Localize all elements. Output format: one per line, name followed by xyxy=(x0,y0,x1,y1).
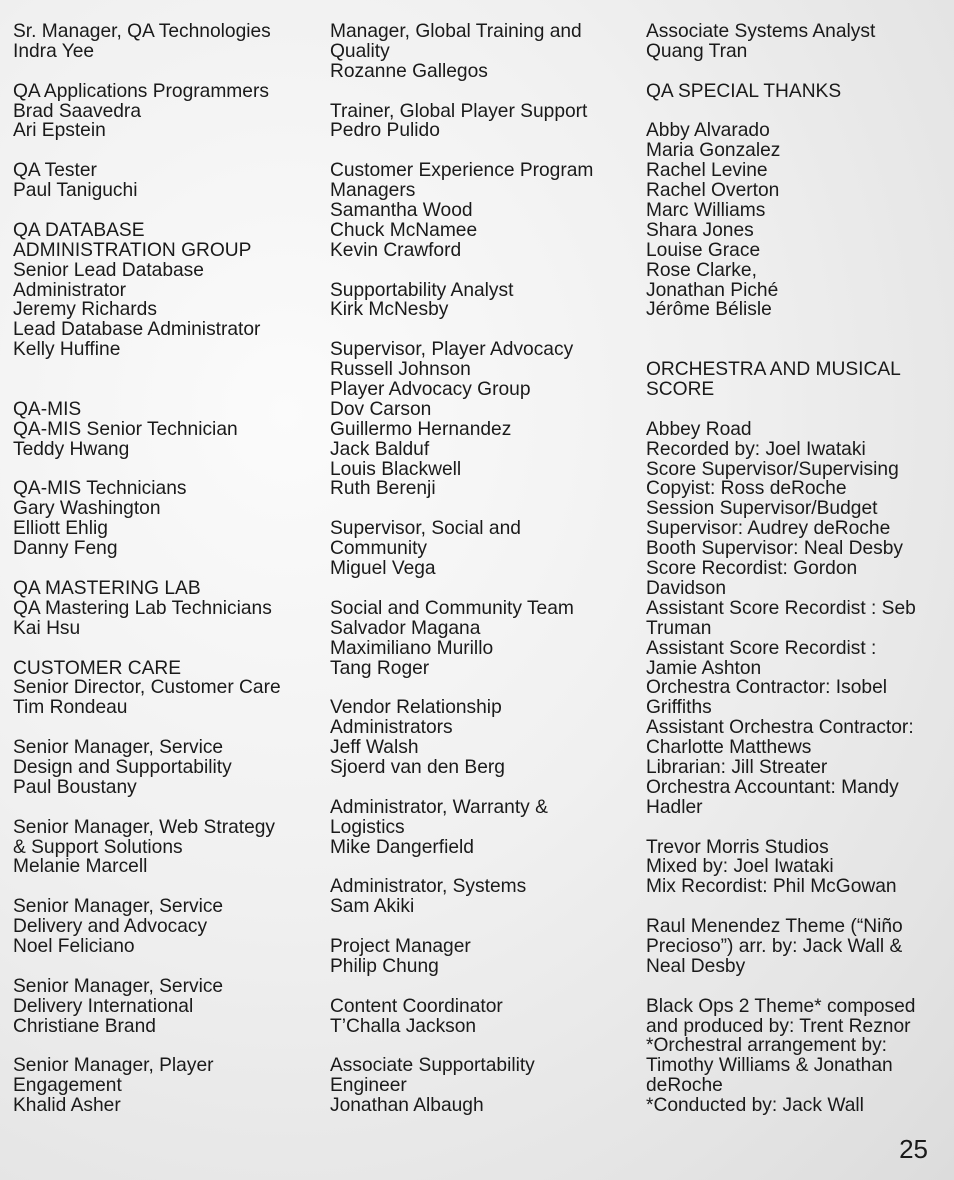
credit-line: Delivery International xyxy=(13,995,194,1017)
credit-line: *Orchestral arrangement by: xyxy=(646,1035,888,1057)
credit-line: Customer Experience Program xyxy=(330,160,594,182)
credit-line: Supervisor, Player Advocacy xyxy=(330,339,574,361)
spacer-line xyxy=(330,320,630,340)
credit-line: Senior Manager, Service xyxy=(13,975,224,997)
credit-line: Logistics xyxy=(330,816,405,838)
credit-line: Paul Taniguchi xyxy=(13,180,138,202)
credit-line: CUSTOMER CARE xyxy=(13,657,182,679)
credit-line: Dov Carson xyxy=(330,398,432,420)
credit-line: Mike Dangerfield xyxy=(330,836,474,858)
credit-line: Sam Akiki xyxy=(330,896,415,918)
spacer-line xyxy=(13,1036,313,1056)
spacer-line xyxy=(330,82,630,102)
spacer-line xyxy=(13,360,313,380)
credit-line: Kelly Huffine xyxy=(13,339,121,361)
credit-line: Charlotte Matthews xyxy=(646,737,812,759)
credit-line: Noel Feliciano xyxy=(13,935,135,957)
credit-line: QA DATABASE xyxy=(13,219,145,241)
spacer-line xyxy=(330,579,630,599)
credits-column-2 xyxy=(330,22,630,1116)
credit-line: Assistant Score Recordist : xyxy=(646,637,877,659)
credit-line: Chuck McNamee xyxy=(330,219,478,241)
credit-line: Maria Gonzalez xyxy=(646,140,781,162)
credit-line: Score Supervisor/Supervising xyxy=(646,458,899,480)
spacer-line xyxy=(646,62,946,82)
credit-line: T’Challa Jackson xyxy=(330,1015,477,1037)
spacer-line xyxy=(13,559,313,579)
credit-line: Librarian: Jill Streater xyxy=(646,756,828,778)
credits-column-1 xyxy=(13,22,313,1116)
spacer-line xyxy=(13,718,313,738)
credit-line: deRoche xyxy=(646,1075,723,1097)
credit-line: Kirk McNesby xyxy=(330,299,449,321)
credit-line: ORCHESTRA AND MUSICAL xyxy=(646,359,901,381)
credit-line: Elliott Ehlig xyxy=(13,518,108,540)
credit-line: Senior Manager, Service xyxy=(13,896,224,918)
credit-line: Senior Director, Customer Care xyxy=(13,677,281,699)
credit-line: Score Recordist: Gordon xyxy=(646,558,858,580)
credit-line: QA SPECIAL THANKS xyxy=(646,80,842,102)
credit-line: Jeff Walsh xyxy=(330,737,419,759)
credit-line: Kai Hsu xyxy=(13,617,81,639)
credit-line: Vendor Relationship xyxy=(330,697,502,719)
credit-line: Associate Systems Analyst xyxy=(646,21,876,42)
spacer-line xyxy=(13,141,313,161)
page-number: 25 xyxy=(899,1134,928,1164)
spacer-line xyxy=(13,460,313,480)
credit-line: Manager, Global Training and xyxy=(330,21,582,42)
credit-line: Booth Supervisor: Neal Desby xyxy=(646,538,904,560)
credit-line: Mix Recordist: Phil McGowan xyxy=(646,876,897,898)
credit-line: Griffiths xyxy=(646,697,712,719)
credit-line: Administrator xyxy=(13,279,127,301)
credit-line: QA Tester xyxy=(13,160,97,182)
spacer-line xyxy=(646,102,946,122)
credit-line: Jérôme Bélisle xyxy=(646,299,772,321)
credit-line: Miguel Vega xyxy=(330,558,436,580)
spacer-line xyxy=(646,320,946,340)
credit-line: Senior Manager, Web Strategy xyxy=(13,816,276,838)
credit-line: Rozanne Gallegos xyxy=(330,60,488,82)
credit-line: Louis Blackwell xyxy=(330,458,462,480)
credit-line: QA-MIS Technicians xyxy=(13,478,187,500)
credit-line: ADMINISTRATION GROUP xyxy=(13,239,252,261)
credit-line: Quang Tran xyxy=(646,40,748,62)
credit-line: Jamie Ashton xyxy=(646,657,762,679)
credit-line: Pedro Pulido xyxy=(330,120,440,142)
credit-line: Neal Desby xyxy=(646,955,746,977)
credit-line: Precioso”) arr. by: Jack Wall & xyxy=(646,935,903,957)
credit-line: Delivery and Advocacy xyxy=(13,916,208,938)
credit-line: Copyist: Ross deRoche xyxy=(646,478,847,500)
credit-line: Shara Jones xyxy=(646,219,754,241)
credit-line: Quality xyxy=(330,40,390,62)
credit-line: Danny Feng xyxy=(13,538,118,560)
credit-line: Supervisor: Audrey deRoche xyxy=(646,518,891,540)
credit-line: Russell Johnson xyxy=(330,359,471,381)
credit-line: Session Supervisor/Budget xyxy=(646,498,878,520)
spacer-line xyxy=(13,877,313,897)
credit-line: Melanie Marcell xyxy=(13,856,148,878)
credit-line: Ruth Berenji xyxy=(330,478,436,500)
credit-line: Indra Yee xyxy=(13,40,95,62)
credit-line: Timothy Williams & Jonathan xyxy=(646,1055,893,1077)
spacer-line xyxy=(13,639,313,659)
credit-line: Associate Supportability xyxy=(330,1055,535,1077)
spacer-line xyxy=(13,201,313,221)
credit-line: Salvador Magana xyxy=(330,617,481,639)
credit-line: Player Advocacy Group xyxy=(330,379,531,401)
credit-line: QA-MIS xyxy=(13,398,82,420)
spacer-line xyxy=(330,778,630,798)
credit-line: Content Coordinator xyxy=(330,995,503,1017)
credit-line: Recorded by: Joel Iwataki xyxy=(646,438,866,460)
credit-line: Louise Grace xyxy=(646,239,761,261)
credit-line: Design and Supportability xyxy=(13,756,232,778)
credit-line: Abby Alvarado xyxy=(646,120,770,142)
credit-line: Administrator, Warranty & xyxy=(330,796,548,818)
credit-line: Guillermo Hernandez xyxy=(330,418,512,440)
credit-line: Senior Manager, Service xyxy=(13,737,224,759)
spacer-line xyxy=(330,917,630,937)
credit-line: Sjoerd van den Berg xyxy=(330,756,505,778)
credit-line: Tim Rondeau xyxy=(13,697,128,719)
credit-line: Rachel Overton xyxy=(646,180,780,202)
credit-line: & Support Solutions xyxy=(13,836,183,858)
credit-line: Gary Washington xyxy=(13,498,161,520)
credit-line: Administrators xyxy=(330,717,453,739)
spacer-line xyxy=(646,818,946,838)
credit-line: Brad Saavedra xyxy=(13,100,141,122)
credit-line: Davidson xyxy=(646,577,726,599)
credit-line: QA-MIS Senior Technician xyxy=(13,418,238,440)
credits-column-3 xyxy=(646,22,946,1116)
credit-line: Assistant Orchestra Contractor: xyxy=(646,717,914,739)
credit-line: Rose Clarke, xyxy=(646,259,757,281)
credit-line: Paul Boustany xyxy=(13,776,137,798)
credit-line: Social and Community Team xyxy=(330,597,574,619)
spacer-line xyxy=(330,1036,630,1056)
credit-line: QA Mastering Lab Technicians xyxy=(13,597,272,619)
credit-line: Teddy Hwang xyxy=(13,438,130,460)
spacer-line xyxy=(13,957,313,977)
credit-line: SCORE xyxy=(646,379,715,401)
credit-line: Abbey Road xyxy=(646,418,752,440)
credit-line: Assistant Score Recordist : Seb xyxy=(646,597,916,619)
credit-line: Truman xyxy=(646,617,712,639)
spacer-line xyxy=(646,400,946,420)
credit-line: Trainer, Global Player Support xyxy=(330,100,588,122)
credit-line: Engagement xyxy=(13,1075,122,1097)
credit-line: Community xyxy=(330,538,428,560)
credit-line: Trevor Morris Studios xyxy=(646,836,829,858)
credit-line: QA Applications Programmers xyxy=(13,80,269,102)
credit-line: Orchestra Accountant: Mandy xyxy=(646,776,899,798)
spacer-line xyxy=(330,499,630,519)
spacer-line xyxy=(646,977,946,997)
spacer-line xyxy=(330,857,630,877)
credit-line: Maximiliano Murillo xyxy=(330,637,494,659)
credit-line: Philip Chung xyxy=(330,955,439,977)
credit-line: and produced by: Trent Reznor xyxy=(646,1015,911,1037)
spacer-line xyxy=(646,340,946,360)
spacer-line xyxy=(330,678,630,698)
credit-line: Supportability Analyst xyxy=(330,279,514,301)
credit-line: Hadler xyxy=(646,796,703,818)
credit-line: Project Manager xyxy=(330,935,471,957)
spacer-line xyxy=(330,977,630,997)
credit-line: Jeremy Richards xyxy=(13,299,157,321)
credit-line: Christiane Brand xyxy=(13,1015,156,1037)
credit-line: Senior Lead Database xyxy=(13,259,204,281)
credit-line: Lead Database Administrator xyxy=(13,319,261,341)
credit-line: Jonathan Piché xyxy=(646,279,779,301)
credit-line: Mixed by: Joel Iwataki xyxy=(646,856,834,878)
credit-line: Senior Manager, Player xyxy=(13,1055,214,1077)
credit-line: Khalid Asher xyxy=(13,1095,121,1117)
credit-line: Sr. Manager, QA Technologies xyxy=(13,21,271,42)
credit-line: Managers xyxy=(330,180,416,202)
credit-line: QA MASTERING LAB xyxy=(13,577,201,599)
credit-line: Samantha Wood xyxy=(330,200,473,222)
credit-line: Kevin Crawford xyxy=(330,239,462,261)
spacer-line xyxy=(646,897,946,917)
credit-line: Raul Menendez Theme (“Niño xyxy=(646,916,903,938)
credit-line: Marc Williams xyxy=(646,200,766,222)
credit-line: Ari Epstein xyxy=(13,120,106,142)
spacer-line xyxy=(330,141,630,161)
spacer-line xyxy=(13,798,313,818)
spacer-line xyxy=(13,62,313,82)
credit-line: *Conducted by: Jack Wall xyxy=(646,1095,864,1117)
credit-line: Black Ops 2 Theme* composed xyxy=(646,995,916,1017)
credit-line: Tang Roger xyxy=(330,657,430,679)
credit-line: Orchestra Contractor: Isobel xyxy=(646,677,888,699)
credit-line: Engineer xyxy=(330,1075,407,1097)
credit-line: Rachel Levine xyxy=(646,160,768,182)
credit-line: Jack Balduf xyxy=(330,438,430,460)
credit-line: Supervisor, Social and xyxy=(330,518,521,540)
spacer-line xyxy=(13,380,313,400)
spacer-line xyxy=(330,261,630,281)
credit-line: Jonathan Albaugh xyxy=(330,1095,484,1117)
credit-line: Administrator, Systems xyxy=(330,876,527,898)
